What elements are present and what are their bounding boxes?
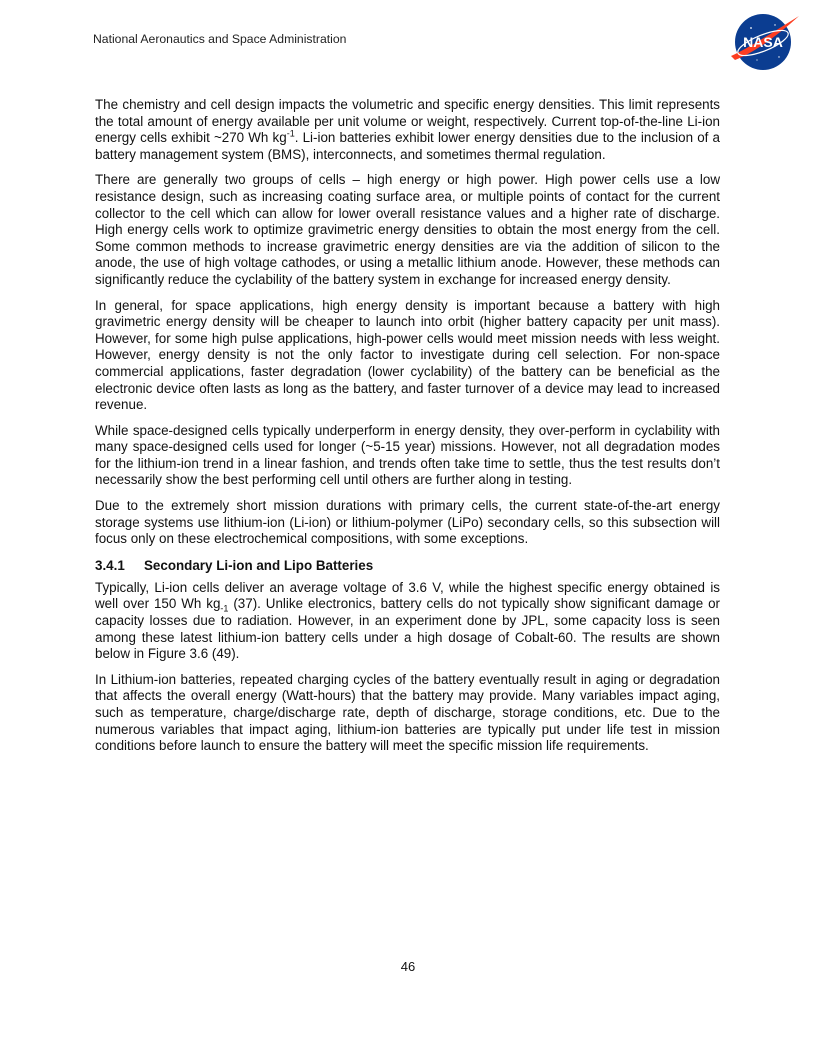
paragraph-li-ion-voltage: Typically, Li-ion cells deliver an average voltage of 3.6 V, while the highest specific energy obtained is well over 150 Wh $kg_{-1}$ (37). Unlike electronics, battery cells do not typically show significant damage or capacity losses due to radiation. However, in an experiment done by JPL, some capacity loss is seen among these latest lithium-ion battery cells under a high dosage of Cobalt-60. The results are shown below in Figure 3.6 (49). [95, 579, 720, 662]
nasa-logo-icon [727, 12, 801, 72]
section-title: Secondary Li-ion and Lipo Batteries [144, 557, 374, 573]
header-organization: National Aeronautics and Space Administration [93, 32, 347, 46]
paragraph-aging: In Lithium-ion batteries, repeated charging cycles of the battery eventually result in aging or degradation that affects the overall energy (Watt-hours) that the battery may provide. Many variables impact aging, such as temperature, charge/discharge rate, depth of discharge, storage conditions, etc. Due to the numerous variables that impact aging, lithium-ion batteries are typically put under life test in mission conditions before launch to ensure the battery will meet the specific mission life requirements. [95, 671, 720, 754]
page-number: 46 [400, 959, 416, 974]
paragraph-space-applications: In general, for space applications, high energy density is important because a battery with high gravimetric energy density will be cheaper to launch into orbit (higher battery capacity per unit mass). However, for some high pulse applications, high-power cells would meet mission needs with less weight. However, energy density is not the only factor to investigate during cell selection. For non-space commercial applications, faster degradation (lower cyclability) of the battery can be beneficial as the electronic device often lasts as long as the battery, and faster turnover of a device may lead to increased revenue. [95, 297, 720, 413]
paragraph-energy-density: The chemistry and cell design impacts the volumetric and specific energy densities. This limit represents the total amount of energy available per unit volume or weight, respectively. Current top-of-the-line Li-ion energy cells exhibit ~270 Wh $kg^{-1}$. Li-ion batteries exhibit lower energy densities due to the inclusion of a battery management system (BMS), interconnects, and sometimes thermal regulation. [95, 97, 720, 162]
document-body [95, 97, 720, 764]
section-number: 3.4.1 [95, 557, 125, 573]
paragraph-space-designed-cells: While space-designed cells typically underperform in energy density, they over-perform in cyclability with many space-designed cells used for longer (~5-15 year) missions. However, not all degradation modes for the lithium-ion trend in a linear fashion, and trends often take time to settle, thus the test results don’t necessarily show the best performing cell until others are further along in testing. [95, 422, 720, 488]
nasa-logo-text: NASA [743, 34, 783, 50]
paragraph-storage-systems: Due to the extremely short mission durations with primary cells, the current state-of-the-art energy storage systems use lithium-ion (Li-ion) or lithium-polymer (LiPo) secondary cells, so this subsection will focus only on these electrochemical compositions, with some exceptions. [95, 498, 720, 547]
section-heading [95, 557, 720, 574]
paragraph-cell-groups: There are generally two groups of cells – high energy or high power. High power cells use a low resistance design, such as increasing coating surface area, or multiple points of contact for the current collector to the cell which can allow for lower overall resistance values and a higher rate of discharge. High energy cells work to optimize gravimetric energy densities to obtain the most energy from the cell. Some common methods to increase gravimetric energy densities are via the addition of silicon to the anode, the use of high voltage cathodes, or using a metallic lithium anode. However, these methods can significantly reduce the cyclability of the battery system in exchange for increased energy density. [95, 172, 720, 287]
